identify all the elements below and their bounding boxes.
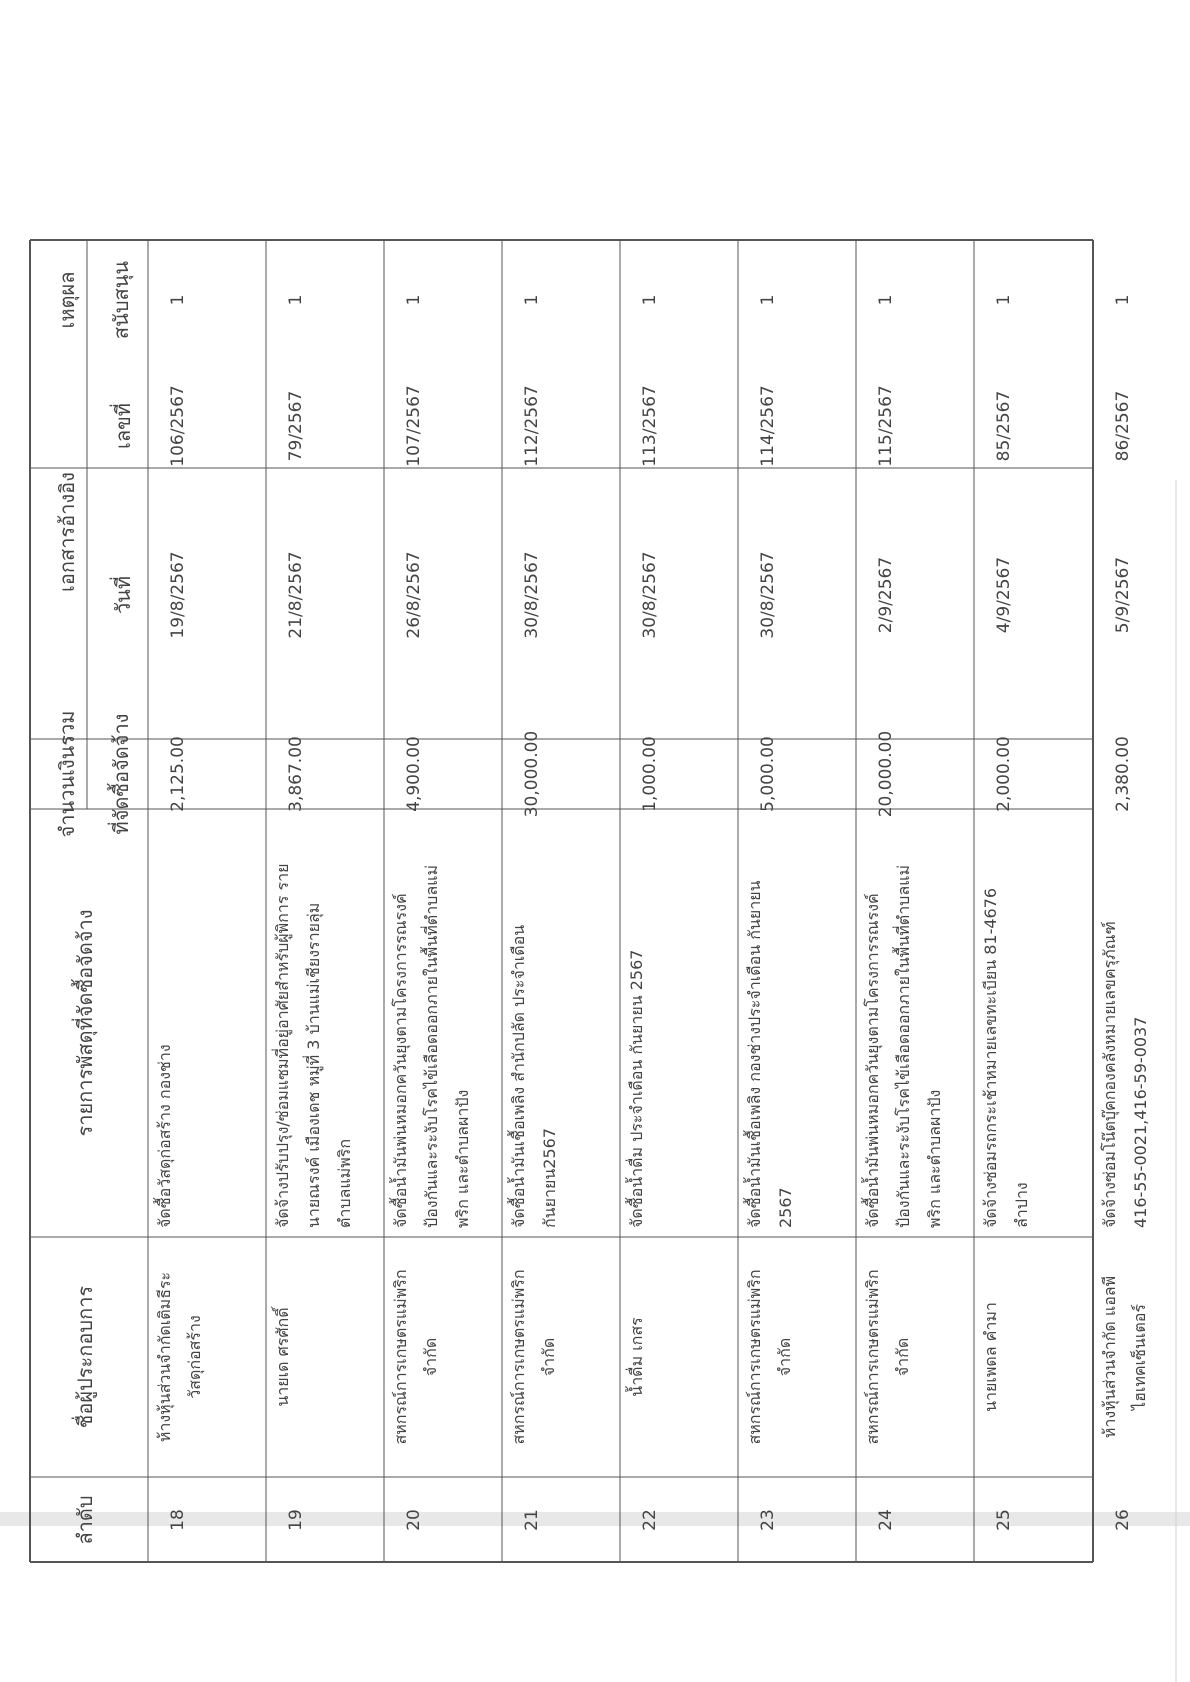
vendor-name: สหกรณ์การเกษตรแม่พริก bbox=[509, 1269, 528, 1445]
item-description: ลำปาง bbox=[1012, 1182, 1031, 1228]
reason-code: 1 bbox=[522, 294, 542, 306]
row-number: 24 bbox=[876, 1509, 896, 1531]
item-description: จัดซื้อน้ำมันพ่นหมอกควันยุงตามโครงการรณรงค์ bbox=[863, 893, 882, 1228]
vendor-name: สหกรณ์การเกษตรแม่พริก bbox=[863, 1269, 882, 1445]
table-row bbox=[743, 295, 795, 1531]
amount: 4,900.00 bbox=[404, 736, 424, 812]
doc-number: 86/2567 bbox=[1113, 390, 1133, 462]
item-description: จัดซื้อน้ำดื่ม ประจำเดือน กันยายน 2567 bbox=[627, 949, 646, 1228]
reason-code: 1 bbox=[404, 294, 424, 306]
item-description: จัดซื้อน้ำมันเชื้อเพลิง กองช่างประจำเดือน กันยายน bbox=[745, 880, 764, 1228]
item-description: ป้องกันและระงับโรคไข้เลือดออกภายในพื้นที่ตำบลแม่ bbox=[894, 864, 913, 1228]
row-number: 19 bbox=[286, 1509, 306, 1531]
amount: 2,000.00 bbox=[994, 736, 1014, 812]
doc-number: 115/2567 bbox=[876, 385, 896, 467]
doc-date: 21/8/2567 bbox=[286, 551, 306, 639]
vendor-name: ไฮเทคเซ็นเตอร์ bbox=[1130, 1304, 1149, 1410]
reason-code: 1 bbox=[758, 294, 778, 306]
amount: 1,000.00 bbox=[640, 736, 660, 812]
vendor-name: วัสดุก่อสร้าง bbox=[185, 1315, 204, 1399]
vendor-name: ห้างหุ้นส่วนจำกัด แอลพี bbox=[1100, 1275, 1119, 1439]
item-description: 2567 bbox=[776, 1187, 795, 1228]
row-number: 26 bbox=[1113, 1509, 1133, 1531]
header-docno: เลขที่ bbox=[111, 403, 135, 449]
doc-number: 114/2567 bbox=[758, 385, 778, 467]
item-description: นายณรงค์ เมืองเดช หมู่ที่ 3 บ้านแม่เชียงรายลุ่ม bbox=[304, 902, 323, 1228]
reason-code: 1 bbox=[640, 294, 660, 306]
doc-date: 4/9/2567 bbox=[994, 556, 1014, 634]
amount: 2,125.00 bbox=[168, 736, 188, 812]
doc-number: 79/2567 bbox=[286, 390, 306, 462]
doc-date: 30/8/2567 bbox=[522, 551, 542, 639]
vendor-name: สหกรณ์การเกษตรแม่พริก bbox=[745, 1269, 764, 1445]
doc-number: 107/2567 bbox=[404, 385, 424, 467]
amount: 5,000.00 bbox=[758, 736, 778, 812]
doc-date: 30/8/2567 bbox=[640, 551, 660, 639]
vendor-name: นายเด ศรศักดิ์ bbox=[273, 1307, 292, 1407]
amount: 3,867.00 bbox=[286, 736, 306, 812]
row-number: 23 bbox=[758, 1509, 778, 1531]
header-items: รายการพัสดุที่จัดซื้อจัดจ้าง bbox=[73, 909, 97, 1137]
item-description: จัดจ้างซ่อมโน๊ตบุ๊คกองคลังหมายเลขครุภัณฑ์ bbox=[1100, 921, 1119, 1228]
table-row bbox=[389, 295, 472, 1531]
doc-number: 113/2567 bbox=[640, 385, 660, 467]
doc-date: 2/9/2567 bbox=[876, 556, 896, 634]
item-description: กันยายน2567 bbox=[540, 1127, 559, 1228]
table-row bbox=[625, 295, 660, 1531]
reason-code: 1 bbox=[876, 294, 896, 306]
reason-code: 1 bbox=[994, 294, 1014, 306]
reason-code: 1 bbox=[1113, 294, 1133, 306]
row-number: 20 bbox=[404, 1509, 424, 1531]
header-amount-line2: ที่จัดซื้อจัดจ้าง bbox=[109, 713, 133, 835]
doc-date: 30/8/2567 bbox=[758, 551, 778, 639]
header-no: ลำดับ bbox=[73, 1495, 97, 1545]
vendor-name: ห้างหุ้นส่วนจำกัดเติมธีระ bbox=[155, 1271, 174, 1443]
vendor-name: จำกัด bbox=[775, 1337, 794, 1377]
doc-number: 112/2567 bbox=[522, 385, 542, 467]
item-description: 416-55-0021,416-59-0037 bbox=[1131, 1016, 1150, 1228]
row-number: 22 bbox=[640, 1509, 660, 1531]
row-number: 18 bbox=[168, 1509, 188, 1531]
doc-date: 26/8/2567 bbox=[404, 551, 424, 639]
vendor-name: สหกรณ์การเกษตรแม่พริก bbox=[391, 1269, 410, 1445]
table-row bbox=[507, 295, 559, 1531]
header-vendor: ชื่อผู้ประกอบการ bbox=[73, 1285, 97, 1429]
table-row bbox=[153, 295, 205, 1531]
reason-code: 1 bbox=[168, 294, 188, 306]
vendor-name: นายเพดล คำมา bbox=[981, 1302, 1000, 1412]
vendor-name: จำกัด bbox=[539, 1337, 558, 1377]
item-description: จัดซื้อวัสดุก่อสร้าง กองช่าง bbox=[155, 1044, 174, 1228]
table-row bbox=[271, 295, 354, 1531]
table-body bbox=[153, 295, 1150, 1531]
vendor-name: จำกัด bbox=[893, 1337, 912, 1377]
amount: 20,000.00 bbox=[876, 730, 896, 818]
item-description: จัดซื้อน้ำมันเชื้อเพลิง สำนักปลัด ประจำเดือน bbox=[509, 924, 528, 1228]
amount: 30,000.00 bbox=[522, 730, 542, 818]
vendor-name: จำกัด bbox=[421, 1337, 440, 1377]
item-description: จัดซื้อน้ำมันพ่นหมอกควันยุงตามโครงการรณรงค์ bbox=[391, 893, 410, 1228]
table-row bbox=[861, 295, 944, 1531]
table-row bbox=[981, 295, 1031, 1531]
header-doc-ref: เอกสารอ้างอิง bbox=[55, 472, 79, 592]
header-amount-line1: จำนวนเงินรวม bbox=[55, 710, 79, 838]
doc-date: 5/9/2567 bbox=[1113, 556, 1133, 634]
reason-code: 1 bbox=[286, 294, 306, 306]
item-description: จัดจ้างปรับปรุง/ซ่อมแซมที่อยู่อาศัยสำหรับผู้พิการ ราย bbox=[273, 863, 292, 1228]
doc-number: 106/2567 bbox=[168, 385, 188, 467]
header-date: วันที่ bbox=[111, 575, 135, 615]
table-header bbox=[55, 261, 135, 1545]
table-row bbox=[1100, 295, 1150, 1531]
amount: 2,380.00 bbox=[1113, 736, 1133, 812]
row-number: 21 bbox=[522, 1509, 542, 1531]
vendor-name: น้ำดื่ม เกสร bbox=[627, 1317, 646, 1397]
item-description: จัดจ้างซ่อมรถกระเช้าหมายเลขทะเบียน 81-4676 bbox=[981, 887, 1000, 1228]
item-description: พริก และตำบลผาปัง bbox=[925, 1089, 944, 1228]
doc-number: 85/2567 bbox=[994, 390, 1014, 462]
item-description: พริก และตำบลผาปัง bbox=[453, 1089, 472, 1228]
item-description: ป้องกันและระงับโรคไข้เลือดออกภายในพื้นที่ตำบลแม่ bbox=[422, 864, 441, 1228]
header-reason-line2: สนับสนุน bbox=[109, 260, 133, 340]
item-description: ตำบลแม่พริก bbox=[335, 1138, 354, 1228]
doc-date: 19/8/2567 bbox=[168, 551, 188, 639]
row-number: 25 bbox=[994, 1509, 1014, 1531]
procurement-table bbox=[30, 240, 1150, 1562]
header-reason-line1: เหตุผล bbox=[55, 271, 79, 329]
